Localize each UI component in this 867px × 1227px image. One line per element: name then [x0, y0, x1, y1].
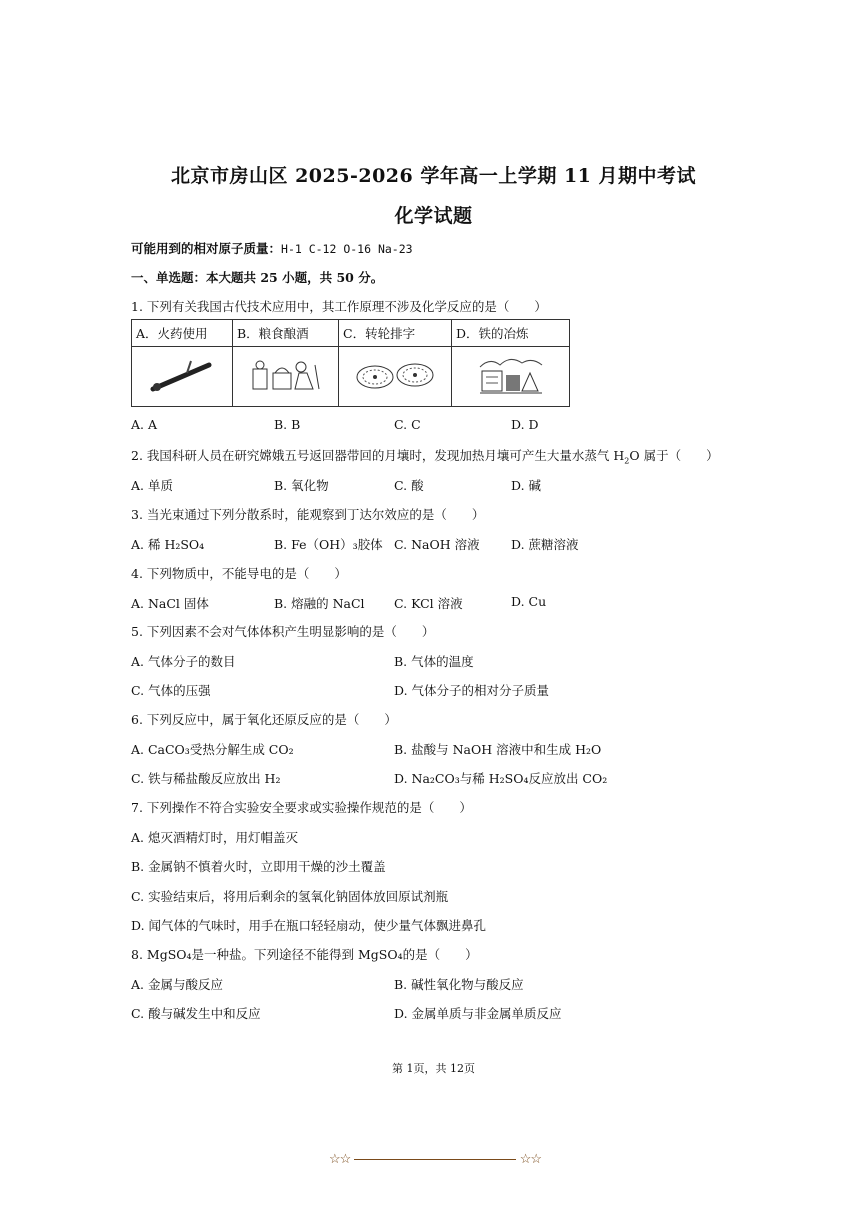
question-4-option-d: D. Cu: [511, 594, 547, 609]
question-7-option-c: C. 实验结束后，将用后剩余的氢氧化钠固体放回原试剂瓶: [131, 889, 449, 904]
question-6-option-d: D. Na₂CO₃与稀 H₂SO₄反应放出 CO₂: [394, 771, 608, 786]
divider-line: [354, 1159, 515, 1160]
question-3-option-c: C. NaOH 溶液: [394, 537, 480, 552]
question-8-option-d: D. 金属单质与非金属单质反应: [394, 1006, 562, 1021]
question-5-option-a: A. 气体分子的数目: [131, 654, 236, 669]
question-1-stem: 1. 下列有关我国古代技术应用中，其工作原理不涉及化学反应的是（ ）: [131, 299, 547, 314]
question-4-stem: 4. 下列物质中，不能导电的是（ ）: [131, 566, 347, 581]
question-4-option-c: C. KCl 溶液: [394, 596, 463, 611]
table-header-c: C．转轮排字: [339, 320, 452, 347]
star-icon-left: ☆☆: [329, 1151, 351, 1167]
question-2-option-a: A. 单质: [131, 478, 173, 493]
question-1-option-d: D. D: [511, 417, 539, 432]
brewing-picture: [233, 347, 339, 407]
question-8-stem: 8. MgSO₄是一种盐。下列途径不能得到 MgSO₄的是（ ）: [131, 947, 478, 962]
star-icon-right: ☆☆: [519, 1151, 541, 1167]
exam-subtitle: 化学试题: [394, 205, 473, 227]
question-6-option-c: C. 铁与稀盐酸反应放出 H₂: [131, 771, 281, 786]
question-7-option-b: B. 金属钠不慎着火时，立即用干燥的沙土覆盖: [131, 859, 386, 874]
question-6-stem: 6. 下列反应中，属于氧化还原反应的是（ ）: [131, 712, 397, 727]
iron-smelting-picture: [452, 347, 570, 407]
question-2-stem-part2: O 属于（ ）: [629, 448, 719, 463]
section-heading: 一、单选题：本大题共 25 小题，共 50 分。: [131, 270, 384, 285]
question-8-option-c: C. 酸与碱发生中和反应: [131, 1006, 261, 1021]
question-5-option-b: B. 气体的温度: [394, 654, 474, 669]
question-2-stem: [131, 446, 719, 466]
question-8-option-a: A. 金属与酸反应: [131, 977, 223, 992]
question-5-option-d: D. 气体分子的相对分子质量: [394, 683, 550, 698]
page-number: 第 1页，共 12页: [392, 1062, 475, 1075]
table-header-d: D．铁的冶炼: [452, 320, 570, 347]
question-3-stem: 3. 当光束通过下列分散系时，能观察到丁达尔效应的是（ ）: [131, 507, 485, 522]
question-5-option-c: C. 气体的压强: [131, 683, 211, 698]
question-2-stem-subscript: 2: [624, 456, 630, 466]
atomic-mass-values: H-1 C-12 O-16 Na-23: [281, 242, 413, 256]
question-6-option-a: A. CaCO₃受热分解生成 CO₂: [131, 742, 294, 757]
question-1-option-b: B. B: [274, 417, 301, 432]
question-4-option-a: A. NaCl 固体: [131, 596, 209, 611]
question-2-stem-part1: 2. 我国科研人员在研究嫦娥五号返回器带回的月壤时，发现加热月壤可产生大量水蒸气 H: [131, 448, 625, 463]
atomic-mass-label: 可能用到的相对原子质量：: [131, 241, 282, 256]
question-4-option-b: B. 熔融的 NaCl: [274, 596, 365, 611]
question-2-option-d: D. 碱: [511, 478, 542, 493]
question-6-option-b: B. 盐酸与 NaOH 溶液中和生成 H₂O: [394, 742, 602, 757]
question-2-option-c: C. 酸: [394, 478, 424, 493]
question-3-option-b: B. Fe（OH）₃胶体: [274, 537, 383, 552]
question-7-option-d: D. 闻气体的气味时，用手在瓶口轻轻扇动，使少量气体飘进鼻孔: [131, 918, 487, 933]
table-header-b: B．粮食酿酒: [233, 320, 339, 347]
table-header-a: A．火药使用: [132, 320, 233, 347]
question-3-option-a: A. 稀 H₂SO₄: [131, 537, 205, 552]
cannon-picture: [132, 347, 233, 407]
question-1-option-c: C. C: [394, 417, 421, 432]
question-7-option-a: A. 熄灭酒精灯时，用灯帽盖灭: [131, 830, 298, 845]
exam-title: 北京市房山区 2025-2026 学年高一上学期 11 月期中考试: [170, 165, 697, 187]
question-5-stem: 5. 下列因素不会对气体体积产生明显影响的是（ ）: [131, 624, 435, 639]
question-2-option-b: B. 氧化物: [274, 478, 329, 493]
atomic-mass-line: [131, 239, 413, 257]
decorative-divider: [329, 1150, 541, 1168]
question-8-option-b: B. 碱性氧化物与酸反应: [394, 977, 524, 992]
question-1-table: [131, 319, 570, 407]
question-1-option-a: A. A: [131, 417, 158, 432]
type-wheel-picture: [339, 347, 452, 407]
question-7-stem: 7. 下列操作不符合实验安全要求或实验操作规范的是（ ）: [131, 800, 472, 815]
question-3-option-d: D. 蔗糖溶液: [511, 537, 579, 552]
